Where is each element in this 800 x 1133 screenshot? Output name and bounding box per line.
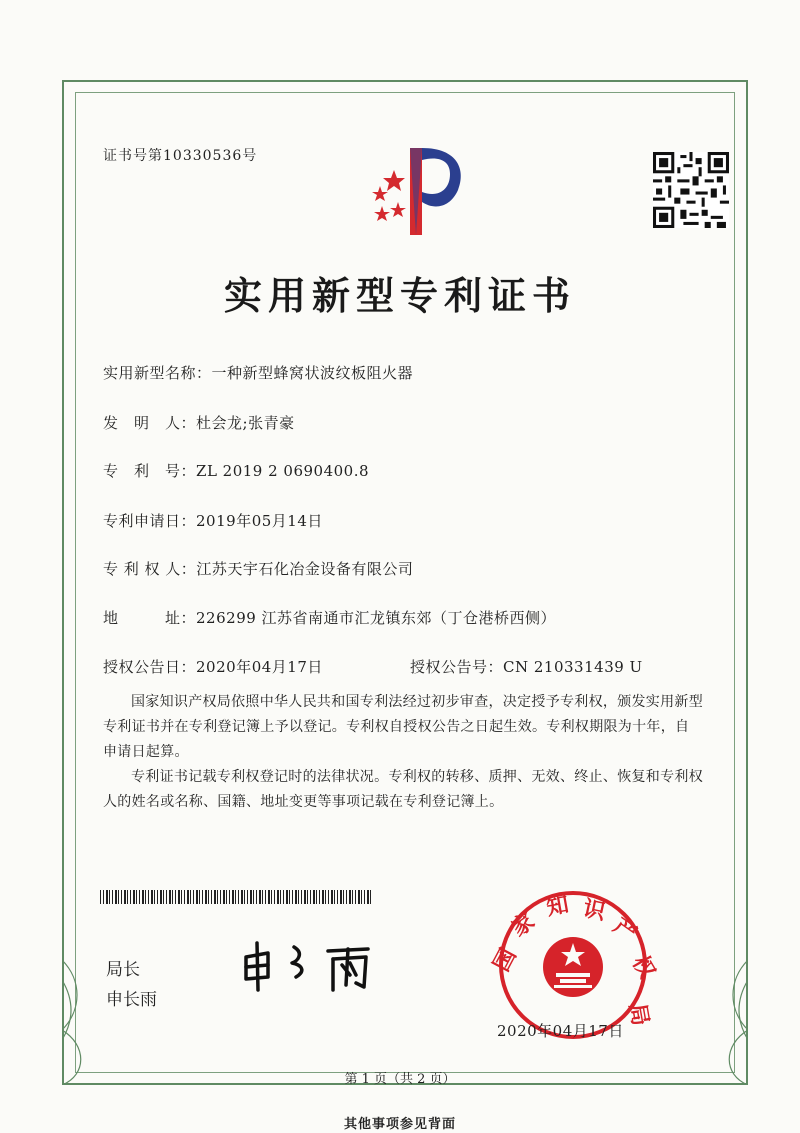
- field-label: 专利申请日：: [103, 512, 197, 530]
- field-value: 江苏天宇石化冶金设备有限公司: [196, 560, 414, 578]
- qr-code: [653, 152, 729, 228]
- cnipa-logo: [358, 140, 470, 240]
- svg-text:家: 家: [507, 908, 540, 942]
- field-label: 发 明 人：: [103, 414, 197, 432]
- page-number: 第 1 页（共 2 页）: [344, 1072, 456, 1087]
- field-address: [103, 607, 556, 628]
- svg-text:产: 产: [608, 913, 641, 947]
- field-value: 2019年05月14日: [196, 512, 323, 530]
- certificate-title: 实用新型专利证书: [223, 273, 576, 318]
- director-signature: [238, 935, 418, 995]
- director-name: 申长雨: [106, 990, 157, 1010]
- field-label: 专 利 权 人：: [103, 560, 197, 578]
- certificate-statement-2: 专利证书记载专利权登记时的法律状况。专利权的转移、质押、无效、终止、恢复和专利权人的姓名或名称、国籍、地址变更等事项记载在专利登记簿上。: [103, 769, 703, 810]
- field-patentee: [103, 558, 413, 579]
- field-label: 地 址：: [103, 609, 197, 627]
- field-value: 杜会龙;张青豪: [196, 414, 295, 432]
- field-value: 2020年04月17日: [196, 658, 323, 676]
- field-label: 授权公告号：: [410, 658, 504, 676]
- certificate-number: 证书号第10330536号: [103, 148, 258, 164]
- svg-text:权: 权: [626, 951, 660, 984]
- field-label: 专 利 号：: [103, 462, 197, 480]
- certificate-statement-1: 国家知识产权局依照中华人民共和国专利法经过初步审查，决定授予专利权，颁发实用新型专利证书并在专利登记簿上予以登记。专利权自授权公告之日起生效。专利权期限为十年，自申请日起算。: [103, 694, 703, 760]
- barcode: [100, 890, 372, 904]
- field-grant-date: [103, 656, 323, 677]
- svg-text:识: 识: [580, 896, 608, 926]
- field-label: 授权公告日：: [103, 658, 197, 676]
- svg-text:国: 国: [489, 944, 522, 976]
- field-filing-date: [103, 510, 323, 531]
- field-patent-number: [103, 460, 369, 481]
- issue-date: 2020年04月17日: [497, 1022, 624, 1040]
- field-value: CN 210331439 U: [503, 658, 643, 676]
- director-title: 局长: [106, 960, 140, 980]
- field-grant-number: [410, 656, 643, 677]
- field-value: 226299 江苏省南通市汇龙镇东郊（丁仓港桥西侧）: [196, 609, 557, 627]
- field-value: ZL 2019 2 0690400.8: [196, 462, 370, 480]
- field-label: 实用新型名称：: [103, 364, 212, 382]
- svg-text:知: 知: [544, 892, 571, 921]
- field-inventor: [103, 412, 295, 433]
- footer-note: 其他事项参见背面: [343, 1117, 456, 1132]
- svg-text:局: 局: [624, 1001, 653, 1028]
- field-value: 一种新型蜂窝状波纹板阻火器: [211, 364, 414, 382]
- field-utility-model-name: [103, 362, 413, 383]
